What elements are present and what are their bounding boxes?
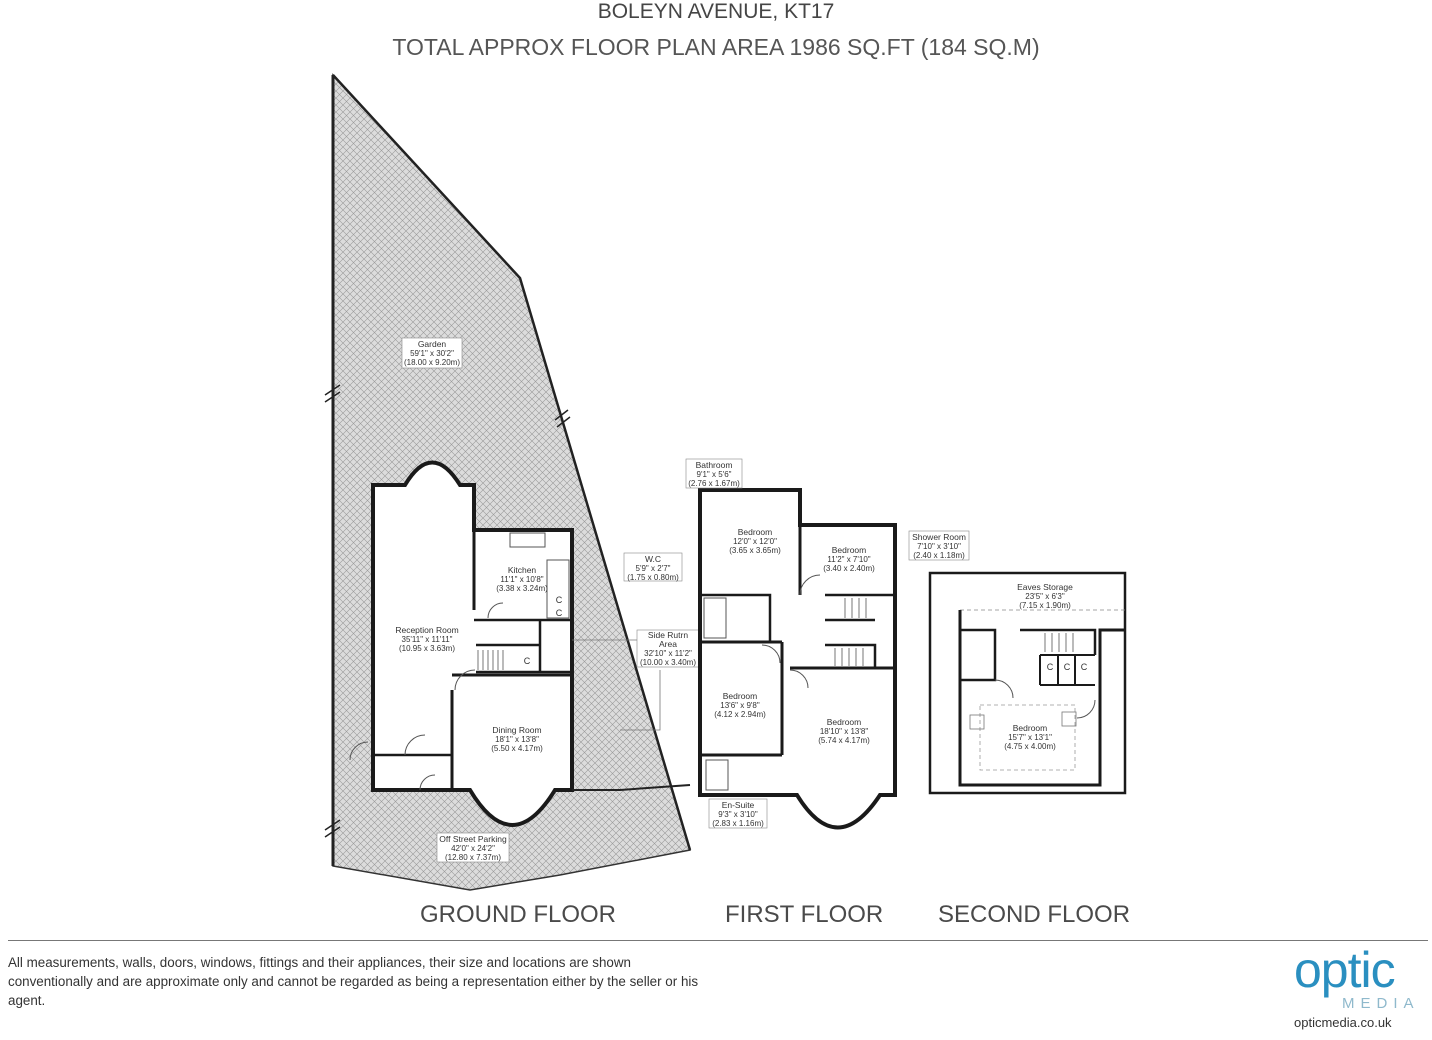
svg-text:13'6" x 9'8": 13'6" x 9'8": [720, 701, 760, 710]
cupboard-mark: C: [1080, 662, 1088, 672]
svg-text:Garden: Garden: [417, 339, 447, 349]
svg-text:9'1" x 5'6": 9'1" x 5'6": [696, 470, 732, 479]
svg-text:(2.40 x 1.18m): (2.40 x 1.18m): [913, 551, 965, 560]
svg-text:Bedroom: Bedroom: [831, 545, 867, 555]
disclaimer-text: All measurements, walls, doors, windows, fittings and their appliances, their size and locations are shown conventionally and are approximate only and cannot be regarded as being a representation either by the seller or his agent.: [8, 955, 699, 1008]
svg-text:(12.80 x 7.37m): (12.80 x 7.37m): [444, 853, 502, 862]
svg-text:5'9" x 2'7": 5'9" x 2'7": [635, 564, 671, 573]
svg-text:Side Rutrn: Side Rutrn: [647, 630, 689, 640]
cupboard-mark: C: [1063, 662, 1071, 672]
svg-text:12'0" x 12'0": 12'0" x 12'0": [733, 537, 777, 546]
ensuite-label: [709, 799, 767, 828]
svg-text:Kitchen: Kitchen: [507, 565, 537, 575]
second-floor-title: SECOND FLOOR: [938, 901, 1131, 928]
reception-room-label: [395, 625, 458, 653]
svg-text:Shower Room: Shower Room: [912, 532, 966, 542]
svg-text:Eaves Storage: Eaves Storage: [1017, 582, 1073, 592]
cupboard-mark: C: [555, 608, 563, 618]
bathroom-label: [686, 459, 742, 488]
svg-text:Off Street Parking: Off Street Parking: [439, 834, 507, 844]
svg-text:Bedroom: Bedroom: [737, 527, 773, 537]
first-floor-outline: [700, 490, 895, 828]
garden-label: [402, 338, 462, 368]
cupboard-mark: C: [1046, 662, 1054, 672]
svg-text:(5.50 x 4.17m): (5.50 x 4.17m): [491, 744, 543, 753]
svg-text:7'10" x 3'10": 7'10" x 3'10": [917, 542, 961, 551]
svg-text:(3.38 x 3.24m): (3.38 x 3.24m): [496, 584, 548, 593]
svg-text:(1.75 x 0.80m): (1.75 x 0.80m): [627, 573, 679, 582]
svg-text:59'1" x 30'2": 59'1" x 30'2": [410, 349, 454, 358]
svg-text:(4.75 x 4.00m): (4.75 x 4.00m): [1004, 742, 1056, 751]
svg-text:Bedroom: Bedroom: [826, 717, 862, 727]
svg-text:(7.15 x 1.90m): (7.15 x 1.90m): [1019, 601, 1071, 610]
svg-text:W.C: W.C: [644, 554, 662, 564]
first-floor-title: FIRST FLOOR: [725, 901, 884, 928]
svg-text:(10.95 x 3.63m): (10.95 x 3.63m): [398, 644, 456, 653]
logo-sub: MEDIA: [1342, 995, 1420, 1012]
svg-text:Bedroom: Bedroom: [1012, 723, 1048, 733]
svg-text:En-Suite: En-Suite: [721, 800, 755, 810]
svg-text:15'7" x 13'1": 15'7" x 13'1": [1008, 733, 1052, 742]
svg-text:18'1" x 13'8": 18'1" x 13'8": [495, 735, 539, 744]
ground-floor-plan: [325, 75, 699, 890]
svg-text:32'10" x 11'2": 32'10" x 11'2": [644, 649, 692, 658]
svg-text:Dining Room: Dining Room: [492, 725, 542, 735]
dining-room-label: [491, 725, 543, 753]
svg-text:9'3" x 3'10": 9'3" x 3'10": [718, 810, 758, 819]
svg-text:(2.76 x 1.67m): (2.76 x 1.67m): [688, 479, 740, 488]
svg-text:(18.00 x 9.20m): (18.00 x 9.20m): [403, 358, 461, 367]
svg-text:11'1" x 10'8": 11'1" x 10'8": [500, 575, 544, 584]
svg-text:(2.83 x 1.16m): (2.83 x 1.16m): [712, 819, 764, 828]
logo-brand: optic: [1294, 942, 1395, 998]
svg-text:Bathroom: Bathroom: [695, 460, 733, 470]
svg-text:(3.65 x 3.65m): (3.65 x 3.65m): [729, 546, 781, 555]
svg-text:(10.00 x 3.40m): (10.00 x 3.40m): [639, 658, 697, 667]
svg-text:Area: Area: [659, 639, 677, 649]
shower-room-label: [909, 531, 969, 560]
plan-title: BOLEYN AVENUE, KT17: [597, 0, 835, 23]
ground-floor-title: GROUND FLOOR: [420, 901, 617, 928]
second-floor-plan: [909, 531, 1125, 793]
parking-label: [437, 833, 509, 862]
wc-label: [624, 553, 682, 582]
footer-divider: [8, 940, 1428, 941]
plan-subtitle: TOTAL APPROX FLOOR PLAN AREA 1986 SQ.FT (184 SQ.M): [392, 34, 1040, 60]
optic-media-logo: [1294, 942, 1430, 1035]
svg-text:35'11" x 11'11": 35'11" x 11'11": [401, 635, 453, 644]
cupboard-mark: C: [555, 595, 563, 605]
side-return-label: [637, 630, 699, 667]
svg-text:(4.12 x 2.94m): (4.12 x 2.94m): [714, 710, 766, 719]
logo-website: opticmedia.co.uk: [1294, 1015, 1392, 1030]
cupboard-mark: C: [523, 656, 531, 666]
svg-text:18'10" x 13'8": 18'10" x 13'8": [819, 727, 869, 736]
svg-text:(5.74 x 4.17m): (5.74 x 4.17m): [818, 736, 870, 745]
svg-text:42'0" x 24'2": 42'0" x 24'2": [451, 844, 495, 853]
svg-text:11'2" x 7'10": 11'2" x 7'10": [827, 555, 871, 564]
svg-text:Reception Room: Reception Room: [395, 625, 459, 635]
svg-text:(3.40 x 2.40m): (3.40 x 2.40m): [823, 564, 875, 573]
svg-text:23'5" x 6'3": 23'5" x 6'3": [1025, 592, 1065, 601]
svg-text:Bedroom: Bedroom: [722, 691, 758, 701]
first-floor-plan: [686, 459, 895, 828]
